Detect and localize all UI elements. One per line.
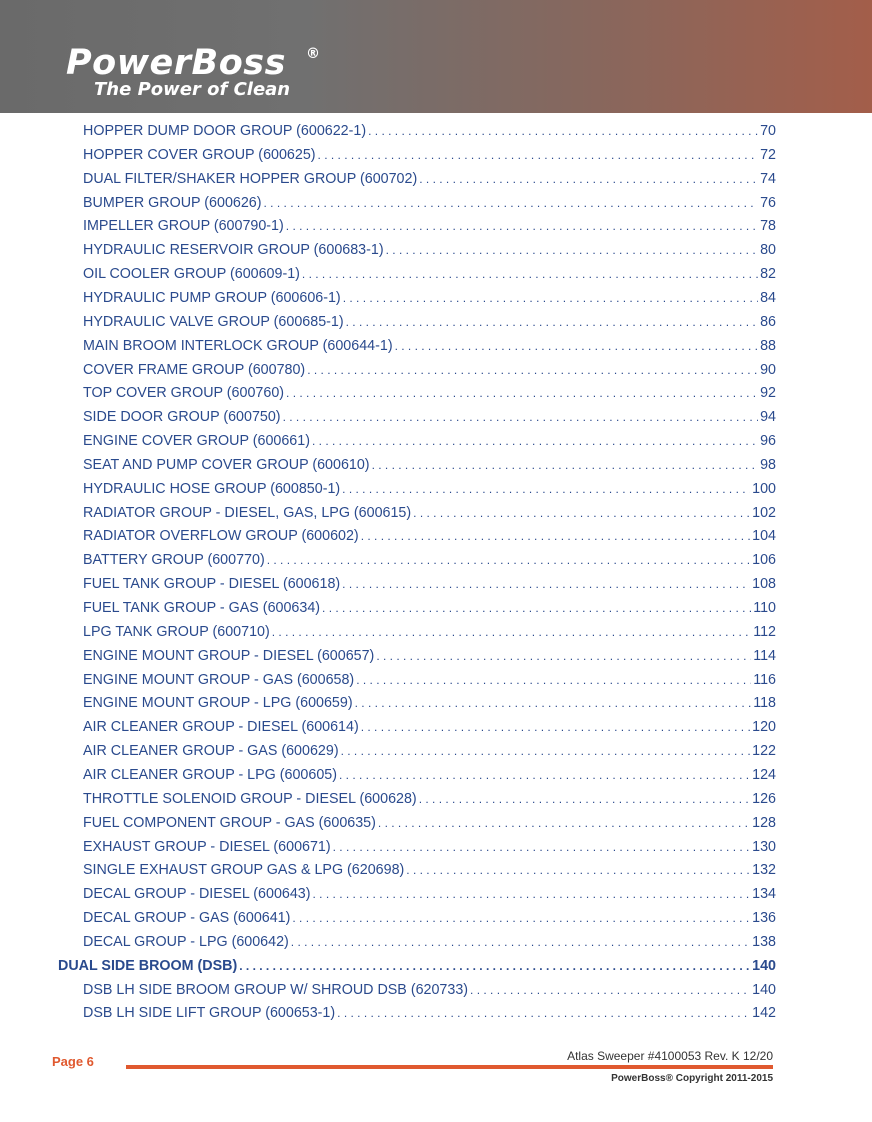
toc-entry-title: ENGINE MOUNT GROUP - LPG (600659) [83,695,353,712]
toc-entry-title: RADIATOR GROUP - DIESEL, GAS, LPG (600615) [83,504,412,521]
toc-entry-page: 90 [760,361,776,378]
toc-leader-dots [333,836,751,858]
toc-entry-title: FUEL TANK GROUP - GAS (600634) [83,600,321,616]
toc-entry-page: 114 [753,647,776,664]
toc-entry-page: 130 [752,838,776,855]
toc-entry-title: RADIATOR OVERFLOW GROUP (600602) [83,528,359,545]
toc-section-entry[interactable] [58,955,776,977]
toc-entry[interactable] [83,144,776,166]
toc-entry[interactable] [83,478,776,500]
toc-entry[interactable] [83,382,776,404]
toc-entry-title: FUEL TANK GROUP - DIESEL (600618) [83,576,341,593]
toc-leader-dots [342,573,750,595]
toc-entry-page: 108 [752,576,776,593]
toc-entry-page: 134 [752,886,776,903]
toc-entry-page: 94 [760,409,776,426]
brand-name: PowerBoss [66,43,286,83]
toc-leader-dots [322,597,751,619]
registered-mark: ® [306,46,320,62]
toc-entry-title: SEAT AND PUMP COVER GROUP (600610) [83,456,370,473]
toc-entry-title: AIR CLEANER GROUP - GAS (600629) [83,743,339,760]
toc-leader-dots [341,740,751,762]
toc-entry-title: THROTTLE SOLENOID GROUP - DIESEL (600628) [83,790,417,807]
toc-entry[interactable] [83,430,776,452]
toc-leader-dots [413,502,750,524]
toc-entry[interactable] [83,549,776,571]
toc-entry[interactable] [83,525,776,547]
toc-entry-title: DSB LH SIDE BROOM GROUP W/ SHROUD DSB (620733) [83,981,469,998]
toc-entry-title: HYDRAULIC HOSE GROUP (600850-1) [83,480,341,497]
toc-leader-dots [318,144,759,166]
toc-entry-title: AIR CLEANER GROUP - DIESEL (600614) [83,719,359,736]
toc-entry[interactable] [83,502,776,524]
toc-entry-title: HYDRAULIC PUMP GROUP (600606-1) [83,289,341,306]
toc-leader-dots [386,239,758,261]
toc-leader-dots [356,669,751,691]
toc-entry-title: BATTERY GROUP (600770) [83,552,265,569]
toc-entry-page: 80 [760,242,776,259]
toc-leader-dots [342,478,750,500]
toc-leader-dots [395,335,759,357]
toc-entry-title: ENGINE MOUNT GROUP - GAS (600658) [83,671,355,688]
toc-leader-dots [406,859,750,881]
toc-entry-page: 142 [752,1005,776,1022]
toc-entry-page: 112 [753,623,776,640]
toc-leader-dots [239,955,750,977]
toc-leader-dots [470,979,750,1001]
toc-entry-title: DECAL GROUP - LPG (600642) [83,933,289,950]
toc-leader-dots [355,692,752,714]
toc-entry-page: 128 [752,814,776,831]
toc-entry-title: AIR CLEANER GROUP - LPG (600605) [83,766,337,783]
toc-entry-title: FUEL COMPONENT GROUP - GAS (600635) [83,814,376,831]
toc-entry-page: 118 [753,695,776,712]
toc-entry-page: 72 [760,146,776,163]
toc-entry[interactable] [83,239,776,261]
toc-leader-dots [361,525,750,547]
toc-entry-title: EXHAUST GROUP - DIESEL (600671) [83,838,331,855]
toc-leader-dots [372,454,759,476]
toc-entry-title: DECAL GROUP - GAS (600641) [83,910,291,927]
toc-entry[interactable] [83,645,776,667]
toc-entry[interactable] [83,692,776,714]
toc-entry-page: 132 [752,862,776,879]
toc-entry[interactable] [83,406,776,428]
toc-leader-dots [264,192,759,214]
toc-entry-page: 122 [752,743,776,760]
brand-tagline: The Power of Clean [94,79,291,100]
toc-entry[interactable] [83,812,776,834]
toc-entry[interactable] [83,788,776,810]
toc-leader-dots [302,263,758,285]
toc-leader-dots [312,430,758,452]
toc-leader-dots [337,1002,750,1024]
toc-entry-title: OIL COOLER GROUP (600609-1) [83,266,300,283]
toc-entry-page: 88 [760,337,776,354]
toc-entry-title: ENGINE MOUNT GROUP - DIESEL (600657) [83,647,375,664]
toc-entry-title: LPG TANK GROUP (600710) [83,623,270,640]
toc-leader-dots [346,311,758,333]
toc-entry-page: 116 [753,671,776,688]
toc-entry[interactable] [83,192,776,214]
toc-entry[interactable] [83,359,776,381]
toc-entry-title: DUAL SIDE BROOM (DSB) [58,957,238,974]
toc-entry[interactable] [83,597,776,619]
toc-entry[interactable] [83,931,776,953]
powerboss-logo [66,43,320,100]
toc-leader-dots [419,788,750,810]
toc-leader-dots [313,883,751,905]
toc-entry-title: ENGINE COVER GROUP (600661) [83,433,310,450]
toc-leader-dots [286,215,758,237]
toc-entry-title: DECAL GROUP - DIESEL (600643) [83,886,311,903]
page-number: Page 6 [52,1054,94,1069]
toc-leader-dots [343,287,758,309]
toc-entry[interactable] [83,669,776,691]
toc-entry-title: DSB LH SIDE LIFT GROUP (600653-1) [83,1005,336,1022]
toc-entry-page: 104 [752,528,776,545]
toc-entry-title: BUMPER GROUP (600626) [83,194,262,211]
toc-leader-dots [419,168,758,190]
toc-entry-title: TOP COVER GROUP (600760) [83,385,285,402]
toc-entry[interactable] [83,859,776,881]
page-header [0,0,872,113]
toc-entry[interactable] [83,335,776,357]
toc-entry-title: SIDE DOOR GROUP (600750) [83,409,281,426]
toc-entry-title: HOPPER COVER GROUP (600625) [83,146,316,163]
toc-entry[interactable] [83,287,776,309]
toc-entry-title: HOPPER DUMP DOOR GROUP (600622-1) [83,123,367,139]
toc-entry-page: 138 [752,933,776,950]
toc-leader-dots [286,382,758,404]
toc-entry[interactable] [83,836,776,858]
toc-entry-page: 140 [752,957,776,974]
toc-entry-title: COVER FRAME GROUP (600780) [83,361,306,378]
toc-leader-dots [292,907,750,929]
toc-entry[interactable] [83,1002,776,1024]
toc-entry-page: 76 [760,194,776,211]
toc-entry-page: 96 [760,433,776,450]
toc-leader-dots [378,812,750,834]
toc-entry[interactable] [83,621,776,643]
copyright-notice: PowerBoss® Copyright 2011-2015 [611,1073,773,1084]
toc-entry[interactable] [83,883,776,905]
toc-entry-page: 140 [752,981,776,998]
toc-entry-page: 86 [760,313,776,330]
toc-entry-page: 84 [760,289,776,306]
toc-leader-dots [339,764,750,786]
toc-entry[interactable] [83,263,776,285]
toc-entry-page: 120 [752,719,776,736]
toc-entry[interactable] [83,454,776,476]
toc-leader-dots [376,645,751,667]
toc-entry[interactable] [83,120,776,142]
toc-leader-dots [267,549,750,571]
toc-entry-title: MAIN BROOM INTERLOCK GROUP (600644-1) [83,337,393,354]
toc-entry-page: 100 [752,480,776,497]
toc-entry-title: SINGLE EXHAUST GROUP GAS & LPG (620698) [83,862,405,879]
toc-leader-dots [307,359,758,381]
toc-entry[interactable] [83,573,776,595]
toc-entry[interactable] [83,311,776,333]
toc-entry-page: 136 [752,910,776,927]
toc-entry[interactable] [83,740,776,762]
toc-entry-title: HYDRAULIC VALVE GROUP (600685-1) [83,313,344,330]
toc-entry[interactable] [83,907,776,929]
toc-entry-page: 92 [760,385,776,402]
footer-divider [126,1065,773,1069]
toc-entry-page: 78 [760,218,776,235]
toc-leader-dots [272,621,751,643]
toc-entry-title: HYDRAULIC RESERVOIR GROUP (600683-1) [83,242,384,259]
toc-entry-page: 124 [752,766,776,783]
toc-entry-title: IMPELLER GROUP (600790-1) [83,218,284,235]
toc-leader-dots [368,120,758,142]
toc-entry-page: 74 [760,170,776,187]
toc-entry[interactable] [83,168,776,190]
toc-entry-page: 82 [760,266,776,283]
toc-entry-page: 110 [753,600,776,616]
toc-entry-page: 106 [752,552,776,569]
toc-leader-dots [361,716,750,738]
toc-entry-page: 102 [752,504,776,521]
toc-entry-page: 126 [752,790,776,807]
toc-entry[interactable] [83,215,776,237]
toc-leader-dots [283,406,759,428]
toc-entry[interactable] [83,979,776,1001]
toc-leader-dots [291,931,750,953]
toc-entry-page: 98 [760,456,776,473]
toc-entry[interactable] [83,716,776,738]
toc-entry-page: 70 [760,123,776,139]
toc-entry[interactable] [83,764,776,786]
document-info: Atlas Sweeper #4100053 Rev. K 12/20 [567,1049,773,1063]
toc-entry-title: DUAL FILTER/SHAKER HOPPER GROUP (600702) [83,170,418,187]
